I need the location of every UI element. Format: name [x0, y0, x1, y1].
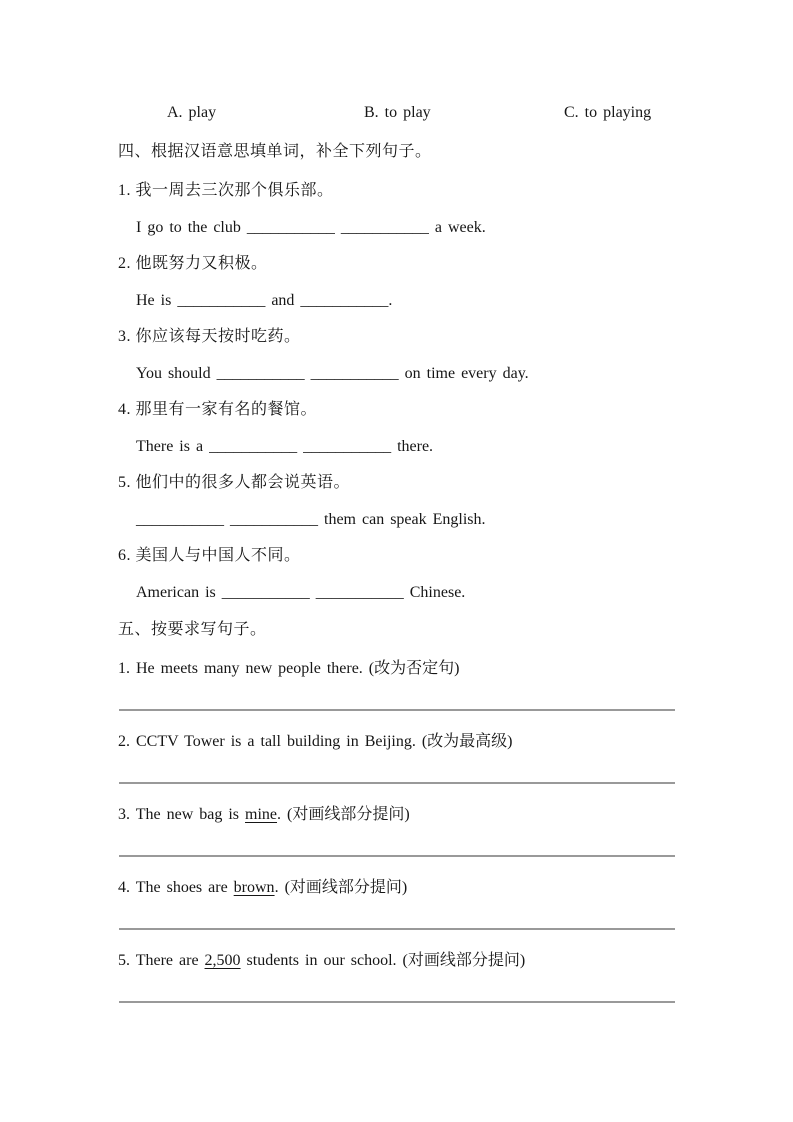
answer-blank-line-2: [119, 782, 675, 784]
section4-item-6-chinese: 6. 美国人与中国人不同。: [118, 547, 301, 564]
section4-item-2-english: He is ___________ and ___________.: [136, 292, 393, 309]
section4-item-4-chinese: 4. 那里有一家有名的餐馆。: [118, 401, 318, 418]
section5-question-5: [118, 951, 525, 970]
section4-item-3-english: You should ___________ ___________ on time every day.: [136, 365, 529, 382]
question-text-after: . (对画线部分提问): [274, 879, 408, 896]
section4-item-2-chinese: 2. 他既努力又积极。: [118, 255, 268, 272]
question-text-after: students in our school. (对画线部分提问): [240, 952, 526, 969]
question-text: 3. The new bag is: [118, 806, 246, 823]
question-text: 2. CCTV Tower is a tall building in Beijing. (改为最高级): [118, 733, 513, 750]
section4-item-3-chinese: 3. 你应该每天按时吃药。: [118, 328, 301, 345]
underlined-word: brown: [233, 879, 275, 896]
section4-item-6-english: American is ___________ ___________ Chinese.: [136, 584, 466, 601]
option-a: A. play: [167, 104, 217, 121]
option-b: B. to play: [364, 104, 431, 121]
question-text: 4. The shoes are: [118, 879, 234, 896]
underlined-word: mine: [245, 806, 278, 823]
question-text-after: . (对画线部分提问): [277, 806, 410, 823]
section4-heading: 四、根据汉语意思填单词，补全下列句子。: [118, 143, 432, 160]
option-c: C. to playing: [564, 104, 652, 121]
question-text: 1. He meets many new people there. (改为否定句): [118, 660, 460, 677]
underlined-word: 2,500: [204, 952, 241, 969]
section5-question-2: [118, 732, 513, 751]
section5-question-3: [118, 805, 410, 824]
answer-blank-line-4: [119, 928, 675, 930]
section4-item-5-chinese: 5. 他们中的很多人都会说英语。: [118, 474, 351, 491]
section4-item-1-chinese: 1. 我一周去三次那个俱乐部。: [118, 182, 334, 199]
section5-heading: 五、按要求写句子。: [118, 621, 267, 638]
answer-blank-line-1: [119, 709, 675, 711]
section5-question-4: [118, 878, 407, 897]
section5-question-1: [118, 659, 459, 678]
section4-item-1-english: I go to the club ___________ ___________ a week.: [136, 219, 486, 236]
section4-item-5-english: ___________ ___________ them can speak English.: [136, 511, 486, 528]
answer-blank-line-3: [119, 855, 675, 857]
section4-item-4-english: There is a ___________ ___________ there.: [136, 438, 434, 455]
answer-blank-line-5: [119, 1001, 675, 1003]
question-text: 5. There are: [118, 952, 205, 969]
